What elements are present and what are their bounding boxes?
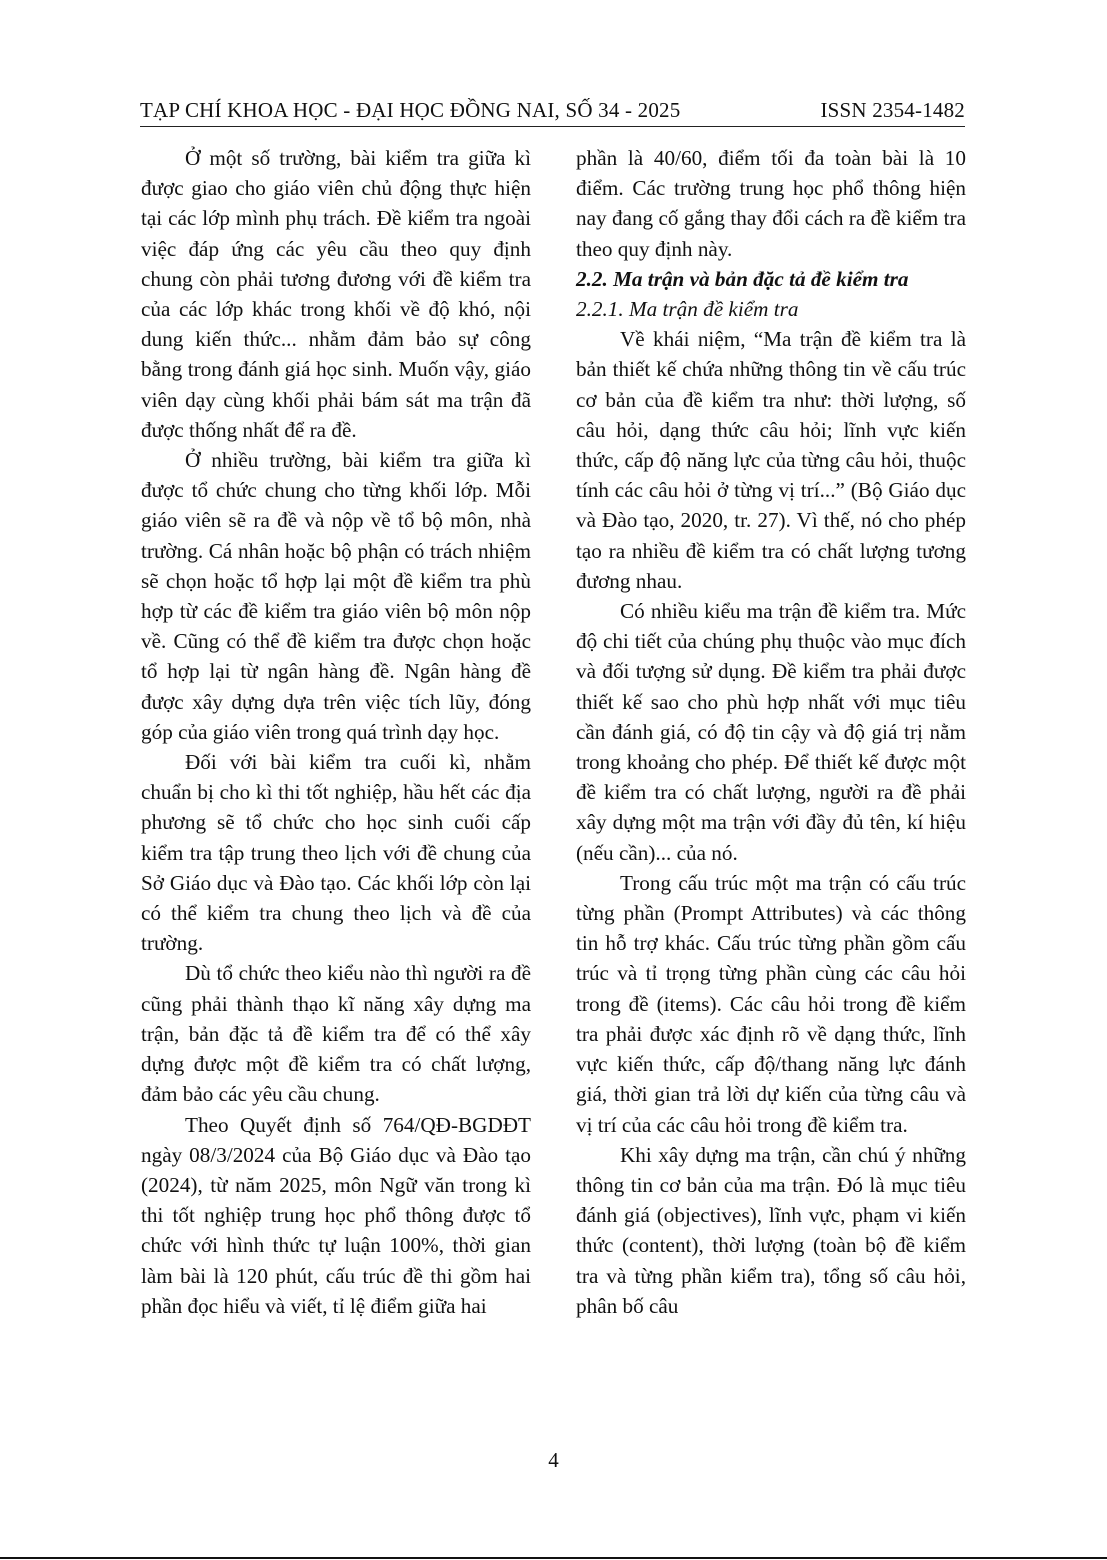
journal-title: TẠP CHÍ KHOA HỌC - ĐẠI HỌC ĐỒNG NAI, SỐ 34 - 2025: [140, 98, 681, 122]
body-paragraph: Dù tổ chức theo kiểu nào thì người ra đề cũng phải thành thạo kĩ năng xây dựng ma trận, bản đặc tả đề kiểm tra để có thể xây dựng được một đề kiểm tra có chất lượng, đảm bảo các yêu cầu chung.: [141, 961, 531, 1107]
body-paragraph: Về khái niệm, “Ma trận đề kiểm tra là bản thiết kế chứa những thông tin về cấu trúc cơ bản của đề kiểm tra như: thời lượng, số câu hỏi, dạng thức câu hỏi; lĩnh vực kiến thức, cấp độ năng lực của từng câu hỏi, thuộc tính các câu hỏi ở từng vị trí...” (Bộ Giáo dục và Đào tạo, 2020, tr. 27). Vì thế, nó cho phép tạo ra nhiều đề kiểm tra có chất lượng tương đương nhau.: [576, 327, 966, 593]
issn-label: ISSN 2354-1482: [820, 98, 965, 122]
body-paragraph: Theo Quyết định số 764/QĐ-BGDĐT ngày 08/3/2024 của Bộ Giáo dục và Đào tạo (2024), từ năm 2025, môn Ngữ văn trong kì thi tốt nghiệp trung học phổ thông được tổ chức với hình thức tự luận 100%, thời gian làm bài là 120 phút, cấu trúc đề thi gồm hai phần đọc hiểu và viết, tỉ lệ điểm giữa hai: [141, 1112, 531, 1318]
continued-paragraph: phần là 40/60, điểm tối đa toàn bài là 10 điểm. Các trường trung học phổ thông hiện nay đang cố gắng thay đổi cách ra đề kiểm tra theo quy định này.: [576, 146, 966, 261]
body-paragraph: Ở một số trường, bài kiểm tra giữa kì được giao cho giáo viên chủ động thực hiện tại các lớp mình phụ trách. Đề kiểm tra ngoài việc đáp ứng các yêu cầu theo quy định chung còn phải tương đương với đề kiểm tra của các lớp khác trong khối về độ khó, nội dung kiến thức... nhằm đảm bảo sự công bằng trong đánh giá học sinh. Muốn vậy, giáo viên dạy cùng khối phải bám sát ma trận đã được thống nhất để ra đề.: [141, 146, 531, 442]
body-paragraph: Có nhiều kiểu ma trận đề kiểm tra. Mức độ chi tiết của chúng phụ thuộc vào mục đích và đối tượng sử dụng. Đề kiểm tra phải được thiết kế sao cho phù hợp nhất với mục tiêu cần đánh giá, có độ tin cậy và độ giá trị nằm trong khoảng cho phép. Để thiết kế được một đề kiểm tra có chất lượng, người ra đề phải xây dựng một ma trận với đầy đủ tên, kí hiệu (nếu cần)... của nó.: [576, 599, 966, 865]
body-paragraph: Ở nhiều trường, bài kiểm tra giữa kì được tổ chức chung cho từng khối lớp. Mỗi giáo viên sẽ ra đề và nộp về tổ bộ môn, nhà trường. Cá nhân hoặc bộ phận có trách nhiệm sẽ chọn hoặc tổ hợp lại một đề kiểm tra phù hợp từ các đề kiểm tra giáo viên bộ môn nộp về. Cũng có thể đề kiểm tra được chọn hoặc tổ hợp lại từ ngân hàng đề. Ngân hàng đề được xây dựng dựa trên việc tích lũy, đóng góp của giáo viên trong quá trình dạy học.: [141, 448, 531, 744]
subsection-heading: 2.2.1. Ma trận đề kiểm tra: [576, 297, 799, 322]
right-column: [576, 143, 966, 1321]
left-column: [141, 143, 531, 1321]
section-heading: 2.2. Ma trận và bản đặc tả đề kiểm tra: [576, 266, 909, 291]
body-paragraph: Trong cấu trúc một ma trận có cấu trúc từng phần (Prompt Attributes) và các thông tin hỗ trợ khác. Cấu trúc từng phần gồm cấu trúc và tỉ trọng từng phần cùng các câu hỏi trong đề (items). Các câu hỏi trong đề kiểm tra phải được xác định rõ về dạng thức, lĩnh vực kiến thức, cấp độ/thang năng lực đánh giá, thời gian trả lời dự kiến của từng câu và vị trí của các câu hỏi trong đề kiểm tra.: [576, 870, 966, 1137]
body-paragraph: Khi xây dựng ma trận, cần chú ý những thông tin cơ bản của ma trận. Đó là mục tiêu đánh giá (objectives), lĩnh vực, phạm vi kiến thức (content), thời lượng (toàn bộ đề kiểm tra và từng phần kiểm tra), tổng số câu hỏi, phân bố câu: [576, 1142, 966, 1318]
page-number: 4: [548, 1448, 559, 1472]
body-paragraph: Đối với bài kiểm tra cuối kì, nhằm chuẩn bị cho kì thi tốt nghiệp, hầu hết các địa phương sẽ tổ chức cho học sinh cuối cấp kiểm tra tập trung theo lịch với đề chung của Sở Giáo dục và Đào tạo. Các khối lớp còn lại có thể kiểm tra chung theo lịch và đề của trường.: [141, 750, 531, 956]
running-header: [140, 96, 965, 127]
bottom-divider: [0, 1557, 1107, 1559]
